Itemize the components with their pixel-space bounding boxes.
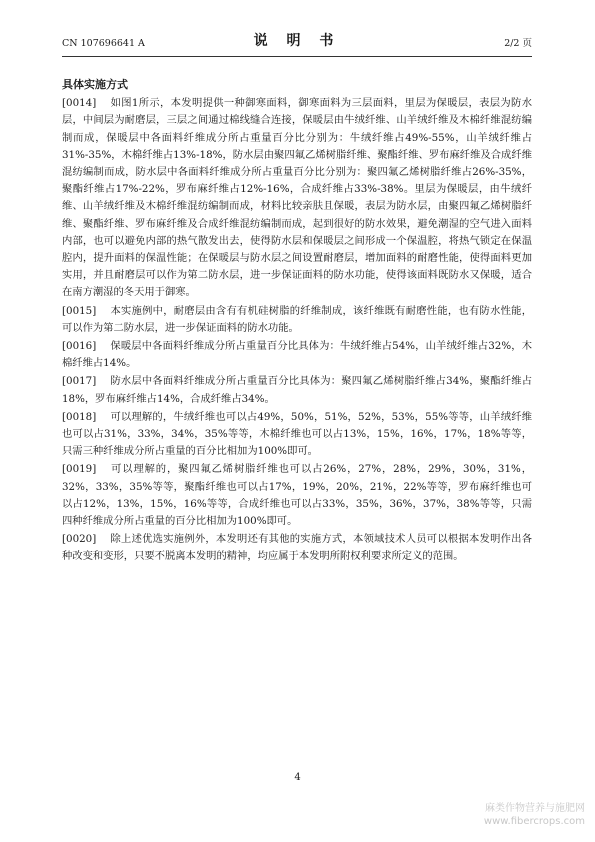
header-divider (62, 56, 532, 57)
paragraph-0016 (62, 338, 532, 372)
paragraph-text: 如图1所示，本发明提供一种御寒面料，御寒面料为三层面料，里层为保暖层，表层为防水层，中间层为耐磨层，三层之间通过棉线缝合连接，保暖层由牛绒纤维、山羊绒纤维及木棉纤维混纺编制而成，保暖层中各面料纤维成分所占重量百分比分别为：牛绒纤维占49%-55%，山羊绒纤维占31%-35%，木棉纤维占13%-18%，防水层由聚四氟乙烯树脂纤维、聚酯纤维、罗布麻纤维及合成纤维混纺编制而成，防水层中各面料纤维成分所占重量百分比分别为：聚四氟乙烯树脂纤维占26%-35%，聚酯纤维占17%-22%，罗布麻纤维占12%-16%，合成纤维占33%-38%。里层为保暖层，由牛绒纤维、山羊绒纤维及木棉纤维混纺编制而成，材料比较亲肤且保暖，表层为防水层，由聚四氟乙烯树脂纤维、聚酯纤维、罗布麻纤维及合成纤维混纺编制而成，起到很好的防水效果，避免潮湿的空气进入面料内部，也可以避免内部的热气散发出去，使得防水层和保暖层之间形成一个保温腔，将热气锁定在保温腔内，提升面料的保温性能；在保暖层与防水层之间设置耐磨层，增加面料的耐磨性能，使得面料更加实用，并且耐磨层可以作为第二防水层，进一步保证面料的防水功能，使得该面料既防水又保暖，适合在南方潮湿的冬天用于御寒。 (62, 97, 532, 299)
paragraph-0019 (62, 461, 532, 530)
page-indicator: 2/2 页 (504, 38, 532, 49)
paragraph-0020 (62, 531, 532, 565)
paragraph-text: 本实施例中，耐磨层由含有有机硅树脂的纤维制成，该纤维既有耐磨性能，也有防水性能，可以作为第二防水层，进一步保证面料的防水功能。 (62, 304, 532, 334)
paragraph-text: 可以理解的，牛绒纤维也可以占49%，50%，51%，52%，53%，55%等等，山羊绒纤维也可以占31%，33%，34%，35%等等，木棉纤维也可以占13%，15%，16%，17%，18%等等，只需三种纤维成分所占重量的百分比相加为100%即可。 (62, 410, 532, 458)
site-watermark (484, 802, 585, 828)
paragraph-number: [0014] (62, 97, 97, 110)
paragraph-number: [0018] (62, 410, 97, 423)
section-heading: 具体实施方式 (62, 78, 128, 91)
paragraph-number: [0016] (62, 340, 97, 353)
paragraph-0015 (62, 303, 532, 337)
paragraph-0014 (62, 95, 532, 301)
paragraph-number: [0017] (62, 375, 97, 388)
document-body (62, 76, 532, 567)
page-header (62, 33, 532, 52)
paragraph-text: 保暖层中各面料纤维成分所占重量百分比具体为：牛绒纤维占54%，山羊绒纤维占32%，木棉纤维占14%。 (62, 340, 532, 370)
paragraph-number: [0015] (62, 304, 97, 317)
watermark-url: www.fibercrops.com (483, 816, 585, 827)
paragraph-0018 (62, 409, 532, 461)
paragraph-text: 可以理解的，聚四氟乙烯树脂纤维也可以占26%，27%，28%，29%，30%，31%，32%，33%，35%等等，聚酯纤维也可以占17%，19%，20%，21%，22%等等，罗布麻纤维也可以占12%，13%，15%，16%等等，合成纤维也可以占33%，35%，36%，37%，38%等等，只需四种纤维成分所占重量的百分比相加为100%即可。 (62, 463, 532, 528)
patent-number: CN 107696641 A (62, 38, 145, 49)
paragraph-text: 防水层中各面料纤维成分所占重量百分比具体为：聚四氟乙烯树脂纤维占34%，聚酯纤维占18%，罗布麻纤维占14%，合成纤维占34%。 (62, 375, 532, 405)
watermark-site-name: 麻类作物营养与施肥网 (485, 803, 585, 814)
document-title: 说 明 书 (253, 33, 341, 49)
paragraph-number: [0020] (62, 533, 97, 546)
paragraph-0017 (62, 373, 532, 407)
paragraph-number: [0019] (62, 463, 97, 476)
page-number: 4 (294, 772, 301, 783)
paragraph-text: 除上述优选实施例外，本发明还有其他的实施方式，本领域技术人员可以根据本发明作出各种改变和变形，只要不脱离本发明的精神，均应属于本发明所附权利要求所定义的范围。 (62, 533, 532, 563)
